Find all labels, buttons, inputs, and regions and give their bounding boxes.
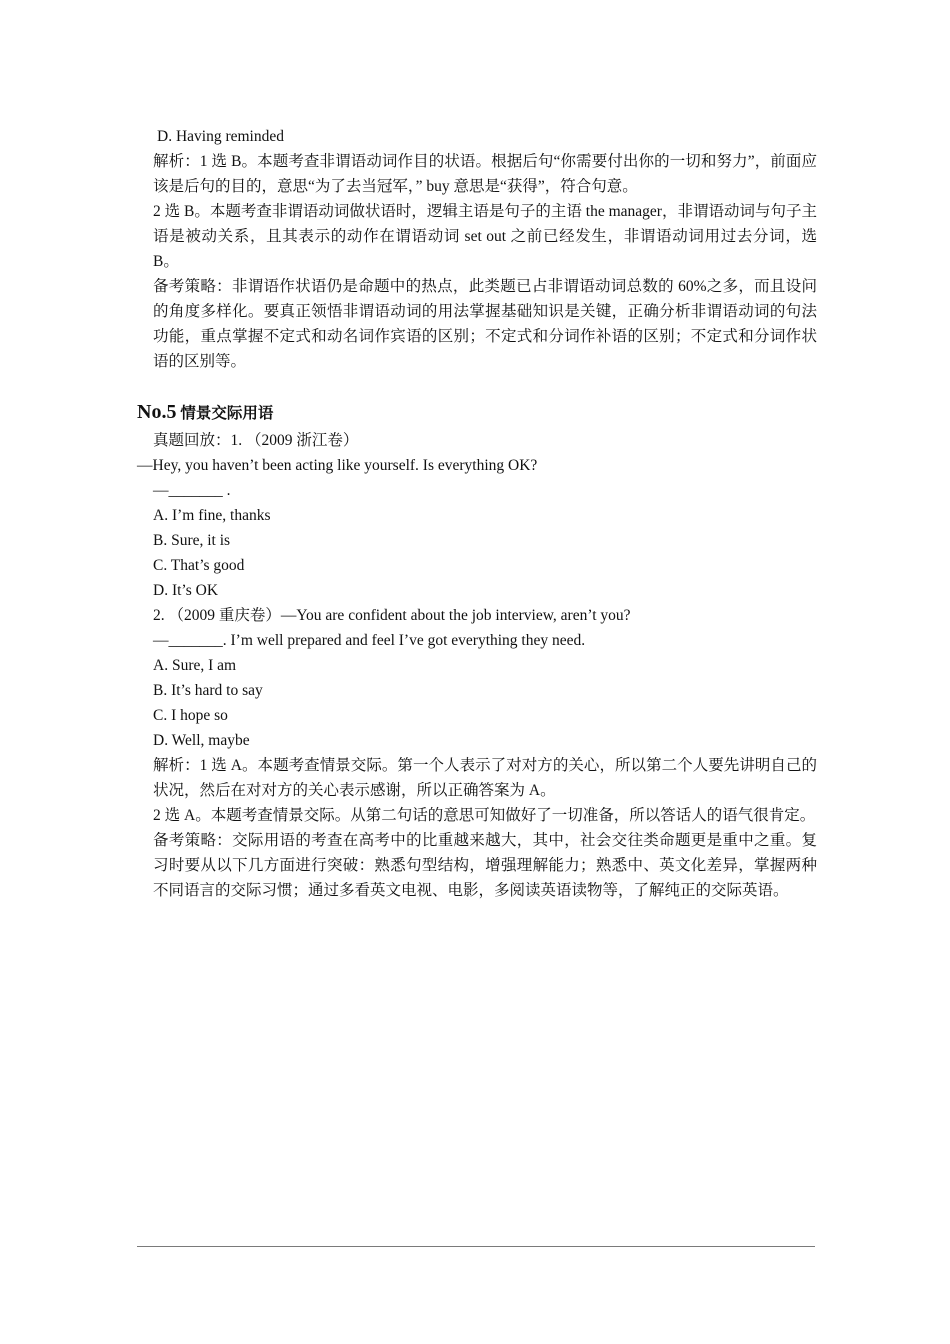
analysis-paragraph-1: 解析：1 选 B。本题考查非谓语动词作目的状语。根据后句“你需要付出你的一切和努力”，前面应该是后句的目的，意思“为了去当冠军，” buy 意思是“获得”，符合句意。: [153, 153, 817, 195]
q2-option-b: B. It’s hard to say: [153, 682, 263, 699]
review-label: 真题回放：1. （2009 浙江卷）: [153, 432, 359, 449]
footer-divider: [137, 1246, 815, 1247]
q1-prompt: —Hey, you haven’t been acting like yourself. Is everything OK?: [137, 457, 538, 474]
q1-blank: —_______ .: [153, 482, 231, 499]
q2-option-c: C. I hope so: [153, 707, 228, 724]
q2-option-a: A. Sure, I am: [153, 657, 237, 674]
q2-blank: —_______. I’m well prepared and feel I’ve got everything they need.: [153, 632, 586, 649]
section-title: 情景交际用语: [180, 405, 274, 422]
q1-option-c: C. That’s good: [153, 557, 245, 574]
q1-option-a: A. I’m fine, thanks: [153, 507, 271, 524]
q1-option-d: D. It’s OK: [153, 582, 219, 599]
section5-analysis-2: 2 选 A。本题考查情景交际。从第二句话的意思可知做好了一切准备，所以答话人的语气很肯定。: [153, 807, 816, 824]
section5-analysis-1: 解析：1 选 A。本题考查情景交际。第一个人表示了对对方的关心，所以第二个人要先讲明自己的状况，然后在对对方的关心表示感谢，所以正确答案为 A。: [153, 757, 817, 799]
q1-option-b: B. Sure, it is: [153, 532, 231, 549]
document-page: [137, 124, 817, 903]
strategy-paragraph: 备考策略：非谓语作状语仍是命题中的热点，此类题已占非谓语动词总数的 60%之多，而且设问的角度多样化。要真正领悟非谓语动词的用法掌握基础知识是关键，正确分析非谓语动词的句法功能，重点掌握不定式和动名词作宾语的区别；不定式和分词作补语的区别；不定式和分词作状语的区别等。: [153, 278, 817, 370]
option-d-previous: D. Having reminded: [157, 128, 284, 145]
q2-prompt: 2. （2009 重庆卷）—You are confident about the job interview, aren’t you?: [153, 607, 631, 624]
section-number: No.5: [137, 401, 177, 423]
section5-strategy: 备考策略：交际用语的考查在高考中的比重越来越大，其中，社会交往类命题更是重中之重。复习时要从以下几方面进行突破：熟悉句型结构，增强理解能力；熟悉中、英文化差异，掌握两种不同语言的交际习惯；通过多看英文电视、电影，多阅读英语读物等，了解纯正的交际英语。: [153, 832, 817, 899]
section-spacer: [137, 374, 817, 398]
q2-option-d: D. Well, maybe: [153, 732, 250, 749]
analysis-paragraph-2: 2 选 B。本题考查非谓语动词做状语时，逻辑主语是句子的主语 the manager，非谓语动词与句子主语是被动关系，且其表示的动作在谓语动词 set out 之前已经发生，非谓语动词用过去分词，选 B。: [153, 203, 817, 270]
section-heading: [137, 398, 817, 428]
